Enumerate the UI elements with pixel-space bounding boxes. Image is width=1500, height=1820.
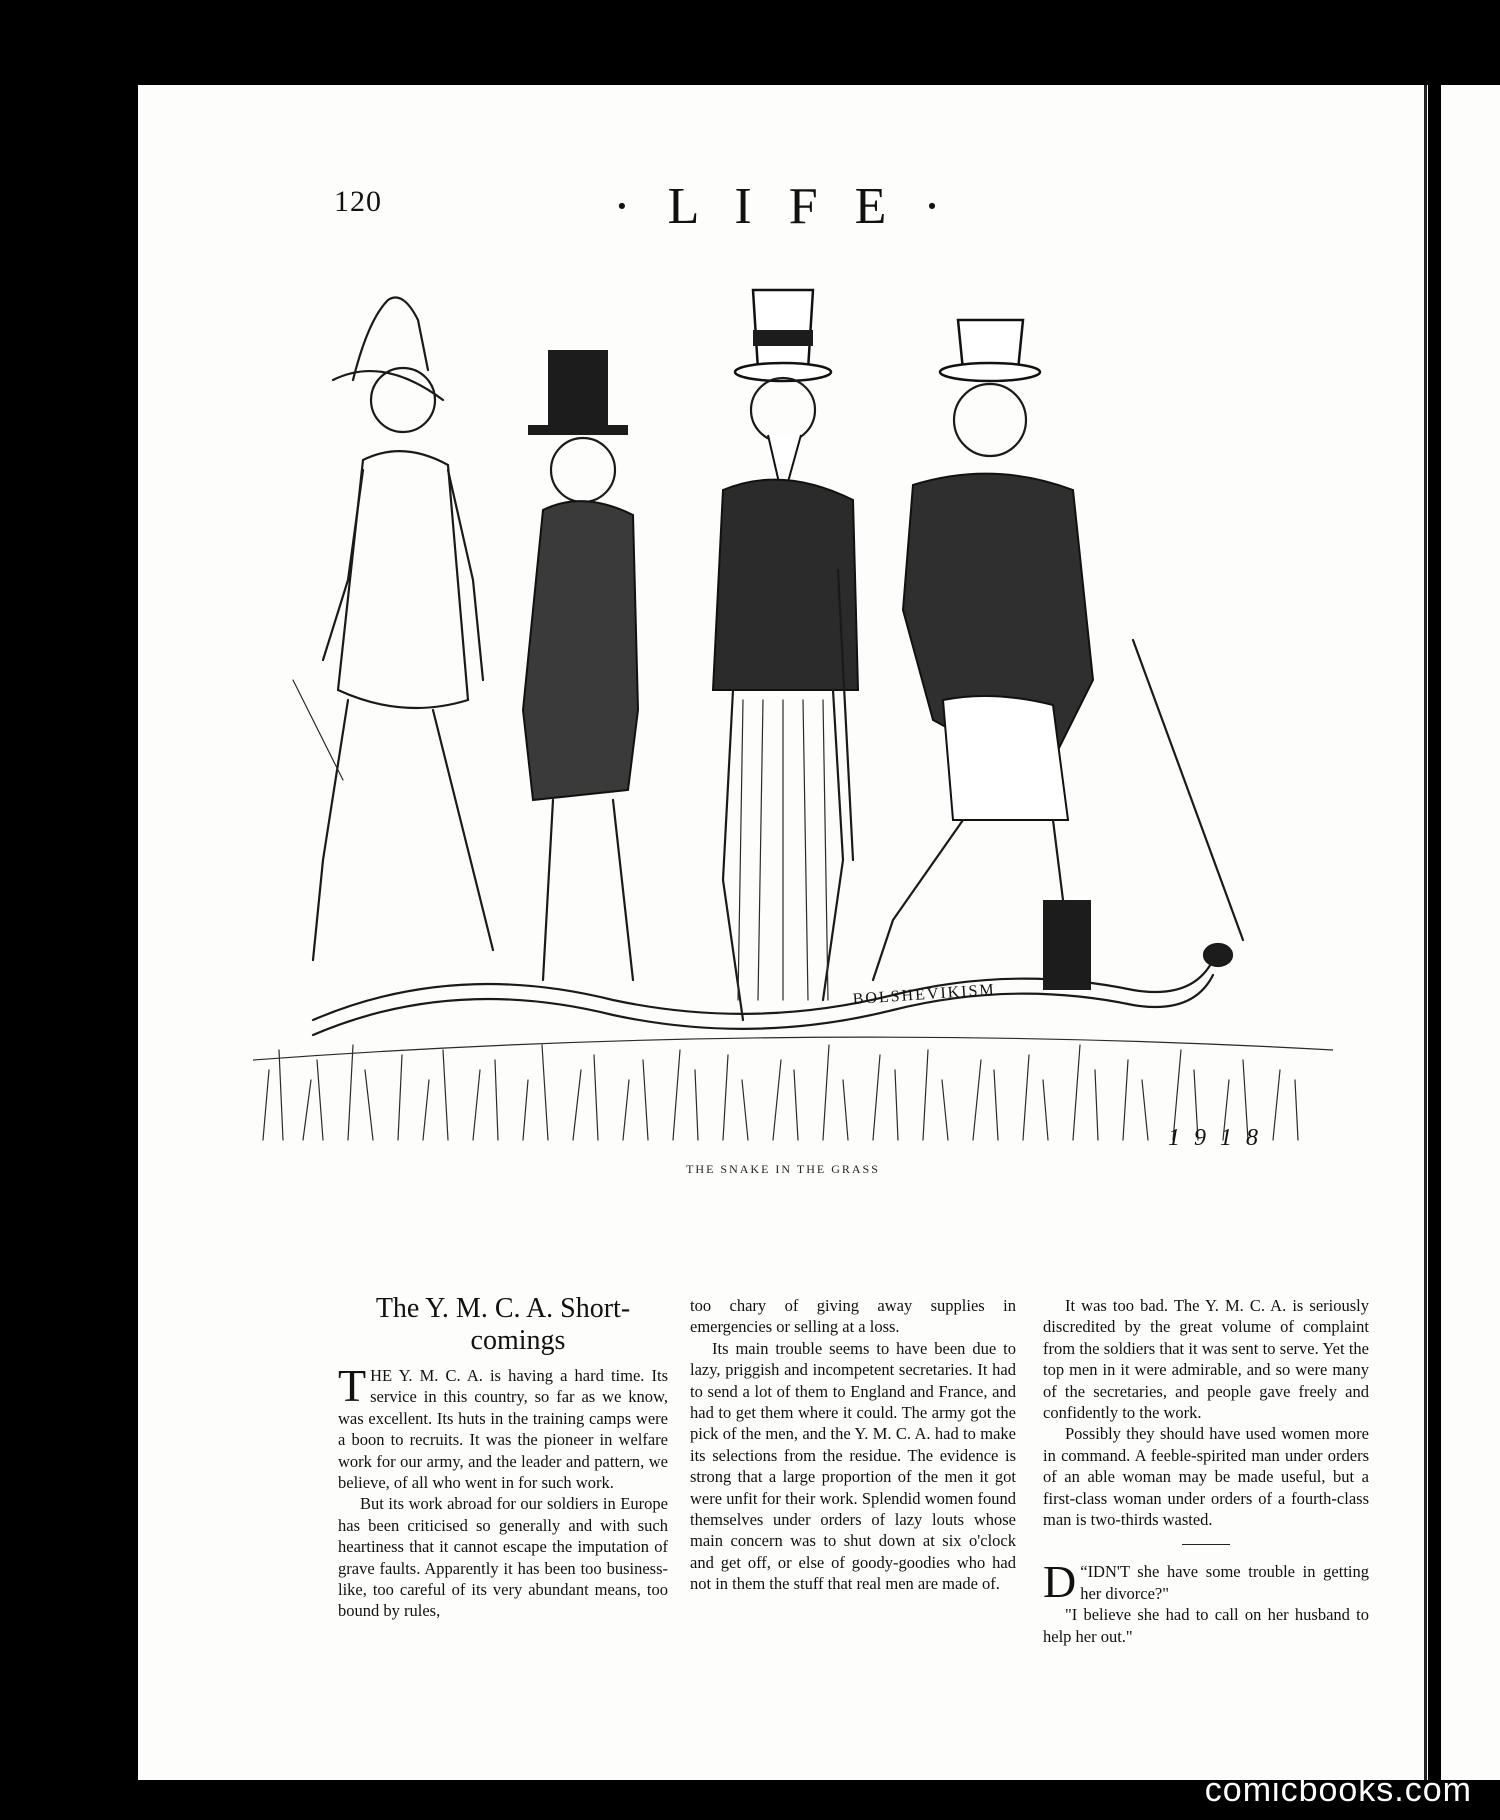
article-headline [338, 1293, 668, 1357]
drop-cap: T [338, 1360, 367, 1411]
next-page-edge [1441, 85, 1500, 1780]
article-paragraph-1: THE Y. M. C. A. is having a hard time. Its service in this country, so far as we know, was excellent. Its huts in the training camps were a boon to recruits. It was the pioneer in welfare work for our army, and the leader and pattern, we believe, of all who went in for such work. [338, 1360, 668, 1493]
headline-line-1: The Y. M. C. A. Short- [375, 1293, 631, 1324]
masthead: · L I F E · [613, 178, 953, 235]
joke-answer: "I believe she had to call on her husband to help her out." [1043, 1605, 1369, 1646]
artist-signature: 1918 [1168, 1125, 1272, 1151]
article-column-1 [338, 1360, 668, 1622]
magazine-page [138, 85, 1428, 1780]
article-paragraph-3: too chary of giving away supplies in emergencies or selling at a loss. [690, 1296, 1016, 1337]
figure-top-hat-gentleman [523, 350, 638, 980]
article-paragraph-4: Its main trouble seems to have been due to lazy, priggish and incompetent secretaries. It had to send a lot of them to England and France, and had to get them where it could. The army got the pick of the men, and the Y. M. C. A. had to make its selections from the residue. The evidence is strong that a large proportion of the men it got were unfit for their work. Splendid women found themselves under orders of lazy louts whose main concern was to shut down at six o'clock and get off, or else of goody-goodies who had not in them the stuff that real men are made of. [690, 1338, 1016, 1594]
article-paragraph-2: But its work abroad for our soldiers in Europe has been criticised so generally and with such heartiness that it cannot escape the imputation of grave faults. Apparently it has been too business-like, too careful of its very abundant means, too bound by rules, [338, 1494, 668, 1621]
article-paragraph-6: Possibly they should have used women more in command. A feeble-spirited man under orders of an able woman may be made useful, but a first-class woman under orders of a fourth-class man is two-thirds wasted. [1043, 1424, 1369, 1530]
section-divider [1182, 1544, 1230, 1545]
snake [313, 944, 1232, 1035]
headline-line-2: comings [470, 1325, 566, 1356]
joke-question: “ D IDN'T she have some trouble in getting her divorce?" [1043, 1556, 1369, 1608]
cartoon-illustration [253, 260, 1333, 1150]
illustration-caption: THE SNAKE IN THE GRASS [686, 1162, 880, 1176]
figure-john-bull [873, 320, 1243, 990]
article-column-3 [1043, 1295, 1369, 1647]
site-watermark: comicbooks.com [1204, 1771, 1472, 1809]
figure-soldier [293, 298, 493, 961]
page-number: 120 [334, 185, 382, 218]
joke-drop-cap: D [1043, 1556, 1077, 1608]
page-gutter [1424, 85, 1427, 1780]
figure-uncle-sam [713, 290, 858, 1020]
article-paragraph-5: It was too bad. The Y. M. C. A. is seriously discredited by the great volume of complaint from the soldiers that it was sent to serve. Yet the top men in it were admirable, and so were many of the secretaries, and people gave freely and confidently to the work. [1043, 1296, 1369, 1423]
snake-label: BOLSHEVIKISM [852, 981, 997, 1009]
article-column-2 [690, 1295, 1016, 1595]
